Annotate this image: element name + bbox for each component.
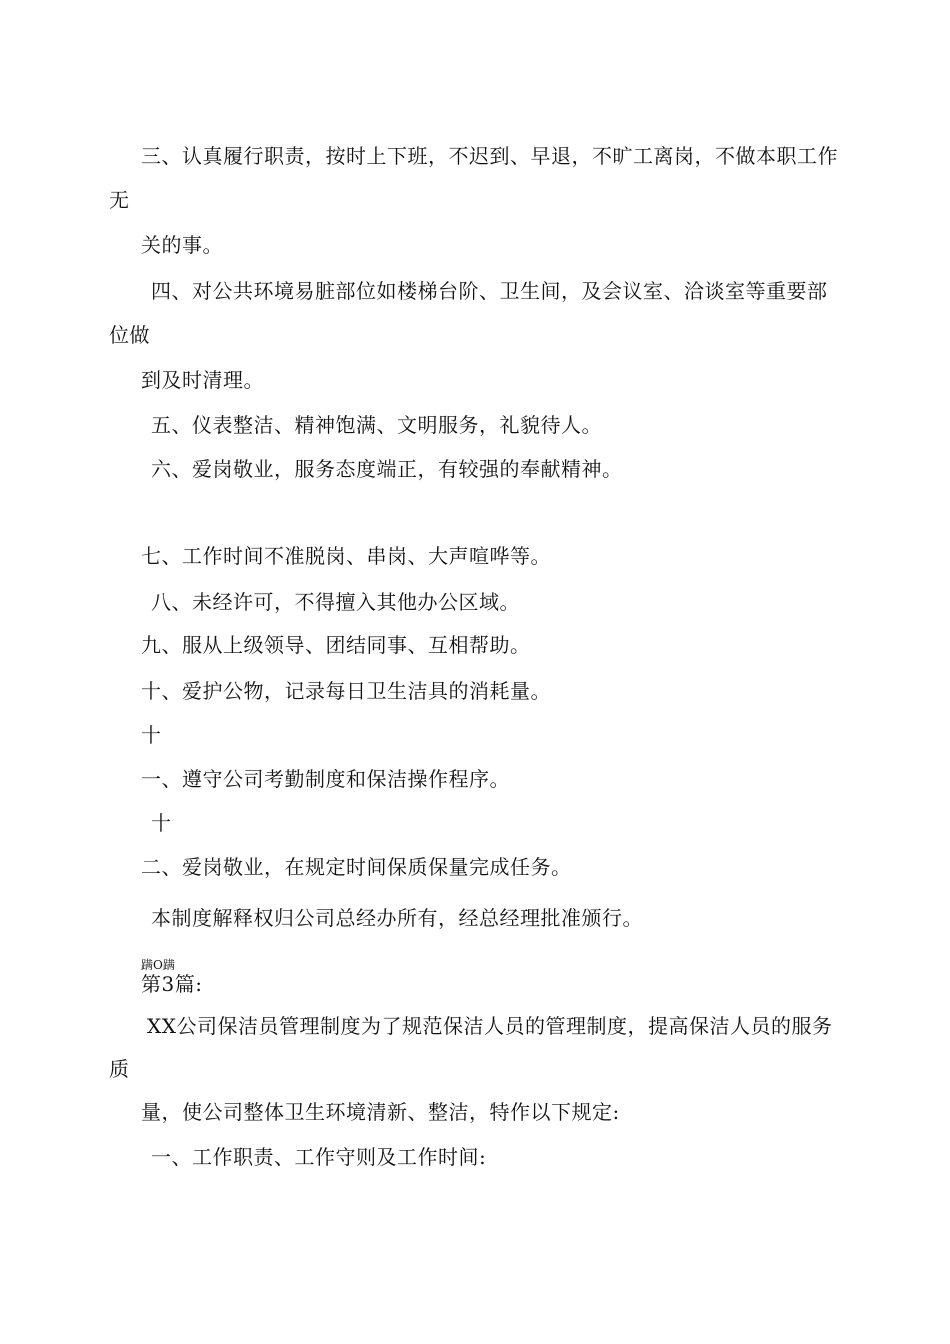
- text-line: 七、工作时间不准脱岗、串岗、大声喧哗等。: [141, 544, 551, 568]
- text-line: XX公司保洁员管理制度为了规范保洁人员的管理制度，提高保洁人员的服务: [147, 1014, 833, 1038]
- text-line: 量，使公司整体卫生环境清新、整洁，特作以下规定:: [141, 1100, 620, 1124]
- text-line: 九、服从上级领导、团结同事、互相帮助。: [141, 633, 531, 657]
- text-line: 到及时清理。: [141, 368, 264, 392]
- text-line: 二、爱岗敬业，在规定时间保质保量完成任务。: [141, 855, 572, 879]
- text-line: 位做: [109, 323, 150, 347]
- text-line: 关的事。: [141, 233, 223, 257]
- text-line: 一、遵守公司考勤制度和保洁操作程序。: [141, 767, 510, 791]
- text-line: 五、仪表整洁、精神饱满、文明服务，礼貌待人。: [151, 413, 602, 437]
- text-line: 本制度解释权归公司总经办所有，经总经理批准颁行。: [151, 906, 643, 930]
- text-line: 三、认真履行职责，按时上下班，不迟到、早退，不旷工离岗，不做本职工作: [141, 144, 838, 168]
- text-line: 八、未经许可，不得擅入其他办公区域。: [151, 590, 520, 614]
- text-line: 四、对公共环境易脏部位如楼梯台阶、卫生间，及会议室、洽谈室等重要部: [151, 279, 828, 303]
- text-line: 六、爱岗敬业，服务态度端正，有较强的奉献精神。: [151, 457, 623, 481]
- text-line: 十: [151, 811, 172, 835]
- separator-mark: 蹒O蹒: [141, 958, 175, 972]
- text-line: 无: [109, 188, 130, 212]
- text-line: 十: [141, 723, 162, 747]
- section-heading: 第3篇:: [141, 972, 203, 996]
- text-line: 质: [109, 1057, 130, 1081]
- text-line: 一、工作职责、工作守则及工作时间:: [151, 1145, 487, 1169]
- text-line: 十、爱护公物，记录每日卫生洁具的消耗量。: [141, 679, 551, 703]
